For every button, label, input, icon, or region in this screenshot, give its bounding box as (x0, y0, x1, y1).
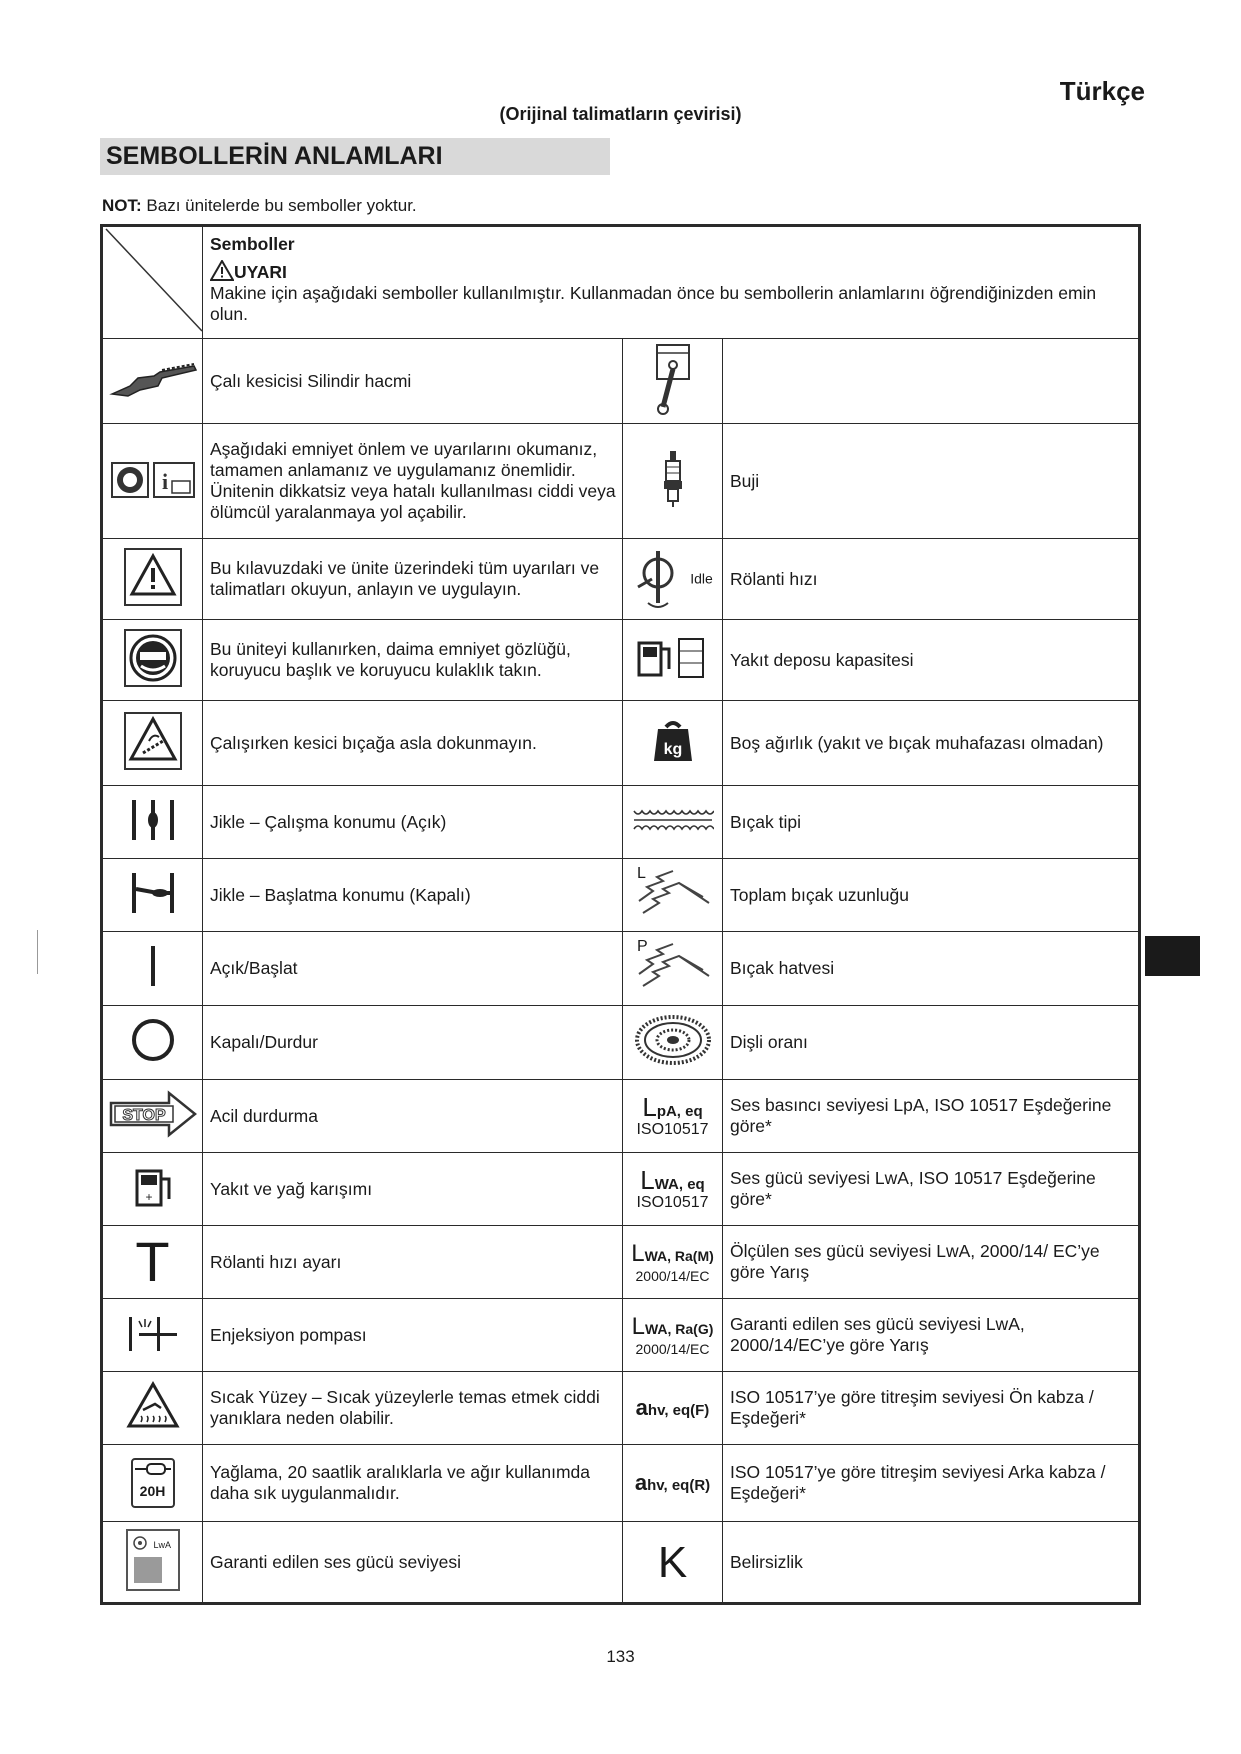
sound-logo-icon (132, 1535, 148, 1551)
lwa-small-label: LwA (153, 1539, 172, 1550)
choke-open-icon (128, 798, 178, 842)
row-left-text: Acil durdurma (203, 1080, 623, 1153)
table-row (102, 859, 1140, 932)
weight-kg-label: kg (663, 740, 682, 758)
icon-cell (623, 1226, 723, 1299)
row-right-text: Dişli oranı (723, 1006, 1140, 1080)
svg-text:i: i (161, 468, 168, 494)
row-right-text: Bıçak hatvesi (723, 932, 1140, 1006)
choke-closed-icon (128, 871, 178, 915)
20h-label: 20H (139, 1483, 166, 1499)
table-row (102, 932, 1140, 1006)
ahv-f-sub: hv, eq(F) (647, 1402, 710, 1419)
table-row (102, 620, 1140, 701)
ec-label: 2000/14/EC (635, 1267, 710, 1284)
row-right-text: Buji (723, 424, 1140, 539)
fuel-tank-icon (635, 635, 711, 681)
row-right-text (723, 339, 1140, 424)
note-text: Bazı ünitelerde bu semboller yoktur. (141, 196, 417, 215)
lubrication-icon (131, 1458, 175, 1508)
row-right-text: ISO 10517’ye göre titreşim seviyesi Arka kabza / Eşdeğeri* (723, 1445, 1140, 1522)
diagonal-line (103, 227, 204, 333)
ec-label: 2000/14/EC (635, 1340, 710, 1357)
table-row (102, 424, 1140, 539)
icon-cell (102, 1445, 203, 1522)
section-heading: SEMBOLLERİN ANLAMLARI (100, 138, 610, 175)
table-row (102, 701, 1140, 786)
row-right-text: Toplam bıçak uzunluğu (723, 859, 1140, 932)
lpa-symbol: LpA, eq ISO10517 (623, 1094, 722, 1138)
icon-cell (623, 859, 723, 932)
icon-cell (102, 786, 203, 859)
guaranteed-sound-icon (126, 1529, 180, 1591)
icon-cell (623, 1153, 723, 1226)
row-left-text: Sıcak Yüzey – Sıcak yüzeylerle temas etmek ciddi yanıklara neden olabilir. (203, 1372, 623, 1445)
lwa-sub: WA, eq (654, 1176, 705, 1193)
row-left-text: Kapalı/Durdur (203, 1006, 623, 1080)
off-stop-icon (129, 1016, 177, 1064)
iso-label: ISO10517 (636, 1121, 709, 1138)
table-row (102, 1006, 1140, 1080)
lpa-sub: pA, eq (656, 1103, 703, 1120)
warning-triangle-icon (210, 260, 234, 281)
table-header-row (102, 226, 1140, 339)
margin-mark (37, 930, 38, 974)
row-left-text: Garanti edilen ses gücü seviyesi (203, 1522, 623, 1604)
idle-speed-icon (632, 547, 690, 611)
header-title: Semboller (210, 234, 295, 254)
icon-cell (102, 701, 203, 786)
icon-cell (102, 1006, 203, 1080)
icon-cell (623, 620, 723, 701)
row-left-text: Enjeksiyon pompası (203, 1299, 623, 1372)
table-row (102, 1299, 1140, 1372)
idle-label: Idle (690, 570, 713, 587)
icon-cell (102, 859, 203, 932)
icon-cell (102, 1372, 203, 1445)
table-row (102, 1153, 1140, 1226)
lwa-m-sub: WA, Ra(M) (644, 1247, 714, 1264)
blade-length-L: L (637, 865, 646, 882)
lwa-symbol: LWA, eq ISO10517 (623, 1167, 722, 1211)
a-letter: a (634, 1470, 648, 1495)
icon-cell (102, 620, 203, 701)
lwa-guaranteed-symbol: LWA, Ra(G) 2000/14/EC (623, 1315, 722, 1356)
header-cell (203, 226, 1140, 339)
icon-cell (623, 786, 723, 859)
symbols-table (100, 224, 1141, 1605)
ahv-rear-symbol (623, 1472, 722, 1494)
protective-gear-icon (123, 628, 183, 688)
table-row (102, 1226, 1140, 1299)
grease-gun-icon (133, 1460, 173, 1478)
svg-text:+: + (144, 1189, 153, 1204)
icon-cell (102, 424, 203, 539)
language-label: Türkçe (1059, 76, 1145, 106)
row-right-text: Bıçak tipi (723, 786, 1140, 859)
row-left-text: Yakıt ve yağ karışımı (203, 1153, 623, 1226)
row-right-text: Yakıt deposu kapasitesi (723, 620, 1140, 701)
diagonal-cell (102, 226, 203, 339)
weight-icon (652, 719, 694, 763)
row-left-text: Bu üniteyi kullanırken, daima emniyet gözlüğü, koruyucu başlık ve koruyucu kulaklık takın. (203, 620, 623, 701)
icon-cell (102, 932, 203, 1006)
warning-manual-icon (123, 547, 183, 607)
row-left-text: Aşağıdaki emniyet önlem ve uyarılarını okumanız, tamamen anlamanız ve uygulamanız önemlidir. Ünitenin dikkatsiz veya hatalı kullanılması ciddi veya ölümcül yaralanmaya yol açabilir. (203, 424, 623, 539)
table-row (102, 339, 1140, 424)
lwa-g-sub: WA, Ra(G) (644, 1320, 714, 1337)
page-number: 133 (606, 1647, 635, 1666)
blade-type-icon (632, 807, 714, 833)
idle-adjust-icon: T (135, 1230, 170, 1293)
warning-label: UYARI (234, 262, 287, 282)
row-left-text: Jikle – Çalışma konumu (Açık) (203, 786, 623, 859)
row-right-text: Boş ağırlık (yakıt ve bıçak muhafazası olmadan) (723, 701, 1140, 786)
icon-cell (102, 339, 203, 424)
header-text: Makine için aşağıdaki semboller kullanılmıştır. Kullanmadan önce bu sembollerin anlamlarını öğrendiğinizden emin olun. (210, 283, 1097, 324)
icon-cell (623, 1006, 723, 1080)
table-row (102, 1522, 1140, 1604)
row-left-text: Yağlama, 20 saatlik aralıklarla ve ağır kullanımda daha sık uygulanmalıdır. (203, 1445, 623, 1522)
piston-icon (651, 341, 695, 417)
note (102, 196, 417, 216)
row-right-text: Ölçülen ses gücü seviyesi LwA, 2000/14/ EC’ye göre Yarış (723, 1226, 1140, 1299)
row-right-text: Ses gücü seviyesi LwA, ISO 10517 Eşdeğerine göre* (723, 1153, 1140, 1226)
gear-ratio-icon (633, 1014, 713, 1066)
table-row (102, 1080, 1140, 1153)
icon-cell (102, 1522, 203, 1604)
icon-cell (623, 932, 723, 1006)
icon-cell (623, 1522, 723, 1604)
emergency-stop-icon (107, 1089, 199, 1139)
lwa-measured-symbol: LWA, Ra(M) 2000/14/EC (623, 1242, 722, 1283)
iso-label: ISO10517 (636, 1194, 709, 1211)
row-left-text: Jikle – Başlatma konumu (Kapalı) (203, 859, 623, 932)
blade-hazard-icon (123, 711, 183, 771)
icon-cell (102, 1153, 203, 1226)
injection-pump-icon (125, 1311, 181, 1355)
hedge-trimmer-icon (108, 356, 198, 402)
row-right-text: Belirsizlik (723, 1522, 1140, 1604)
row-left-text: Çalı kesicisi Silindir hacmi (203, 339, 623, 424)
row-left-text: Bu kılavuzdaki ve ünite üzerindeki tüm uyarıları ve talimatları okuyun, anlayın ve uygulayın. (203, 539, 623, 620)
stop-label: STOP (121, 1106, 166, 1124)
fuel-oil-mix-icon (131, 1165, 175, 1209)
icon-cell (623, 424, 723, 539)
icon-cell (623, 701, 723, 786)
icon-cell (623, 1080, 723, 1153)
row-left-text: Çalışırken kesici bıçağa asla dokunmayın. (203, 701, 623, 786)
icon-cell (623, 1299, 723, 1372)
sound-level-box (134, 1557, 162, 1583)
hot-surface-icon (125, 1380, 181, 1432)
icon-cell (623, 539, 723, 620)
on-start-icon (143, 944, 163, 988)
uncertainty-K: K (657, 1537, 688, 1587)
icon-cell (623, 1372, 723, 1445)
row-right-text: Rölanti hızı (723, 539, 1140, 620)
note-label: NOT: (102, 196, 142, 215)
ahv-front-symbol (623, 1397, 722, 1419)
subtitle: (Orijinal talimatların çevirisi) (499, 104, 742, 124)
row-right-text: ISO 10517’ye göre titreşim seviyesi Ön kabza / Eşdeğeri* (723, 1372, 1140, 1445)
a-letter: a (635, 1395, 648, 1420)
table-row (102, 1445, 1140, 1522)
icon-cell (102, 1080, 203, 1153)
thumb-tab (1145, 936, 1200, 976)
icon-cell (102, 539, 203, 620)
icon-cell (623, 339, 723, 424)
row-right-text: Garanti edilen ses gücü seviyesi LwA, 2000/14/EC’ye göre Yarış (723, 1299, 1140, 1372)
table-row (102, 539, 1140, 620)
table-row (102, 1372, 1140, 1445)
spark-plug-icon (661, 449, 685, 509)
icon-cell (623, 1445, 723, 1522)
blade-pitch-P: P (637, 938, 648, 955)
row-right-text: Ses basıncı seviyesi LpA, ISO 10517 Eşdeğerine göre* (723, 1080, 1140, 1153)
icon-cell (102, 1226, 203, 1299)
table-row (102, 786, 1140, 859)
row-left-text: Rölanti hızı ayarı (203, 1226, 623, 1299)
read-manual-icon (110, 459, 196, 499)
ahv-r-sub: hv, eq(R) (647, 1477, 711, 1494)
warning-line (210, 260, 1132, 283)
row-left-text: Açık/Başlat (203, 932, 623, 1006)
icon-cell (102, 1299, 203, 1372)
